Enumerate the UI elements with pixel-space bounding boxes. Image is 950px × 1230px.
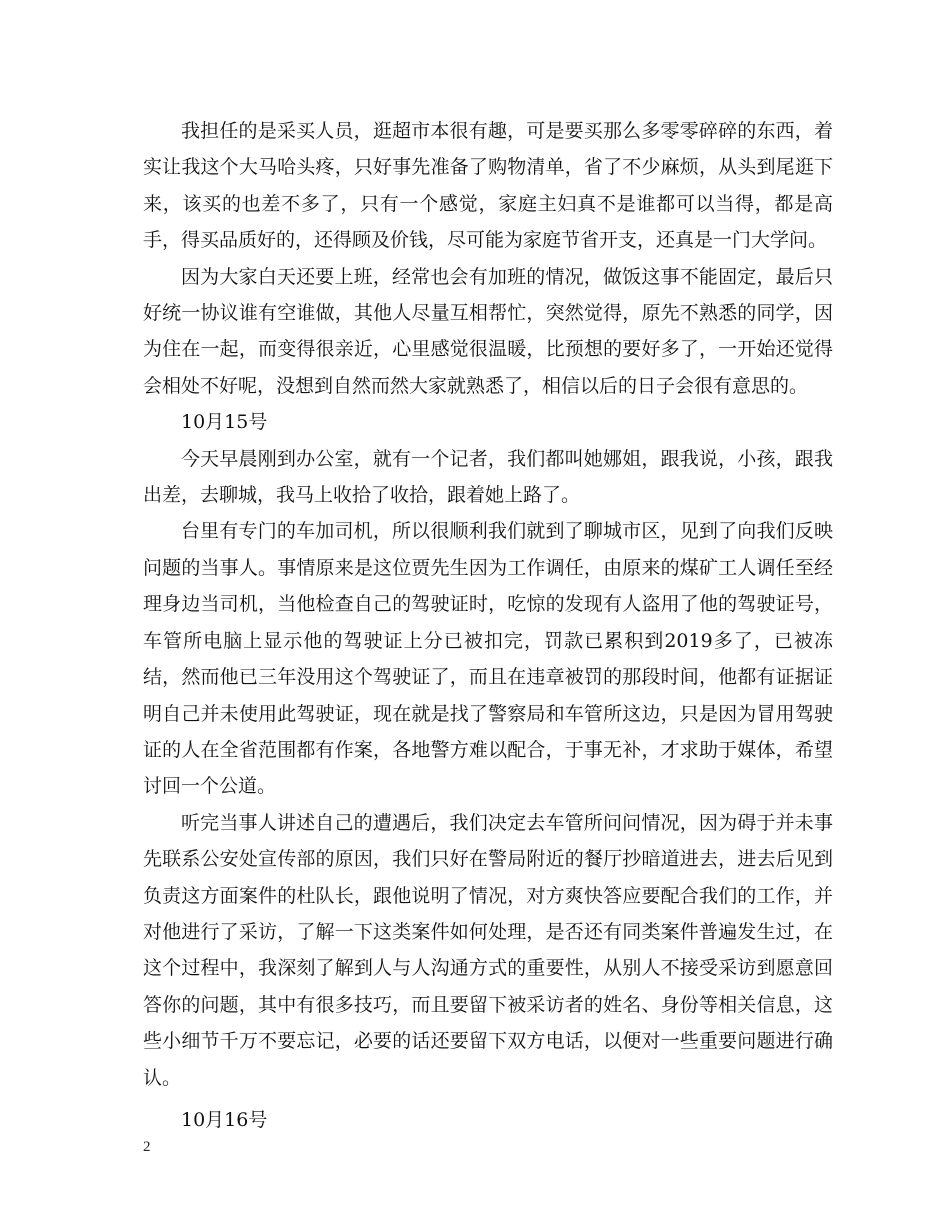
paragraph-business-trip: 今天早晨刚到办公室，就有一个记者，我们都叫她娜姐，跟我说，小孩，跟我出差，去聊城，我马上收拾了收拾，跟着她上路了。 xyxy=(143,447,833,507)
paragraph-interview: 听完当事人讲述自己的遭遇后，我们决定去车管所问问情况，因为碍于并未事先联系公安处宣传部的原因，我们只好在警局附近的餐厅抄暗道进去，进去后见到负责这方面案件的杜队长，跟他说明了情况，对方爽快答应要配合我们的工作，并对他进行了采访，了解一下这类案件如何处理，是否还有同类案件普遍发生过，在这个过程中，我深刻了解到人与人沟通方式的重要性，从别人不接受采访到愿意回答你的问题，其中有很多技巧，而且要留下被采访者的姓名、身份等相关信息，这些小细节千万不要忘记，必要的话还要留下双方电话，以便对一些重要问题进行确认。 xyxy=(143,811,833,1089)
date-heading-oct-16: 10月16号 xyxy=(181,1108,268,1131)
paragraph-shopping: 我担任的是采买人员，逛超市本很有趣，可是要买那么多零零碎碎的东西，着实让我这个大马哈头疼，只好事先准备了购物清单，省了不少麻烦，从头到尾逛下来，该买的也差不多了，只有一个感觉，家庭主妇真不是谁都可以当得，都是高手，得买品质好的，还得顾及价钱，尽可能为家庭节省开支，还真是一门大学问。 xyxy=(143,120,833,252)
page-number: 2 xyxy=(143,1139,151,1155)
date-heading-oct-15: 10月15号 xyxy=(181,411,268,434)
paragraph-cooking: 因为大家白天还要上班，经常也会有加班的情况，做饭这事不能固定，最后只好统一协议谁有空谁做，其他人尽量互相帮忙，突然觉得，原先不熟悉的同学，因为住在一起，而变得很亲近，心里感觉很温暖，比预想的要好多了，一开始还觉得会相处不好呢，没想到自然而然大家就熟悉了，相信以后的日子会很有意思的。 xyxy=(143,265,833,397)
paragraph-driver-license-case: 台里有专门的车加司机，所以很顺利我们就到了聊城市区，见到了向我们反映问题的当事人。事情原来是这位贾先生因为工作调任，由原来的煤矿工人调任至经理身边当司机，当他检查自己的驾驶证时，吃惊的发现有人盗用了他的驾驶证号，车管所电脑上显示他的驾驶证上分已被扣完，罚款已累积到2019多了，已被冻结，然而他已三年没用这个驾驶证了，而且在违章被罚的那段时间，他都有证据证明自己并未使用此驾驶证，现在就是找了警察局和车管所这边，只是因为冒用驾驶证的人在全省范围都有作案，各地警方难以配合，于事无补，才求助于媒体，希望讨回一个公道。 xyxy=(143,520,833,798)
body-text xyxy=(143,113,833,1138)
